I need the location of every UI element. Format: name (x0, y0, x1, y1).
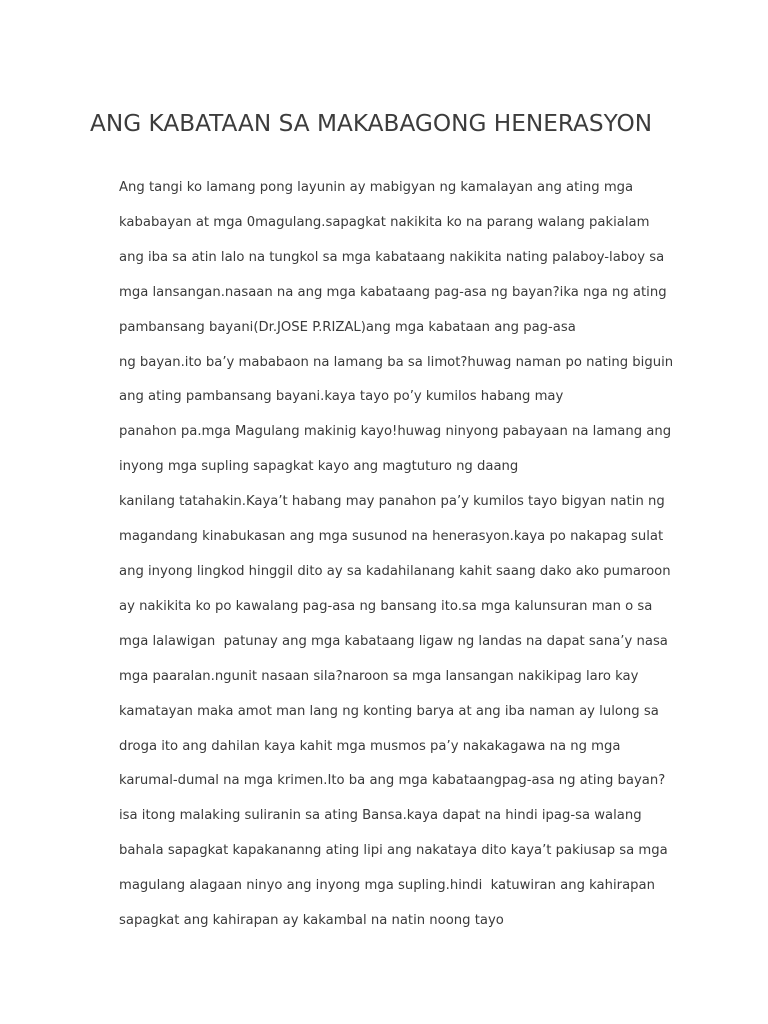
body-line: bahala sapagkat kapakananng ating lipi ang nakataya dito kaya’t pakiusap sa mga (119, 843, 668, 859)
body-line: kababayan at mga 0magulang.sapagkat nakikita ko na parang walang pakialam (119, 214, 650, 230)
body-line: mga paaralan.ngunit nasaan sila?naroon sa mga lansangan nakikipag laro kay (119, 668, 639, 684)
body-line: karumal-dumal na mga krimen.Ito ba ang mga kabataangpag-asa ng ating bayan? (119, 773, 666, 789)
body-line: droga ito ang dahilan kaya kahit mga musmos pa’y nakakagawa na ng mga (119, 738, 621, 754)
body-line: ang inyong lingkod hinggil dito ay sa kadahilanang kahit saang dako ako pumaroon (119, 563, 671, 579)
body-line: panahon pa.mga Magulang makinig kayo!huwag ninyong pabayaan na lamang ang (119, 424, 672, 440)
document-title: ANG KABATAAN SA MAKABAGONG HENERASYON (90, 110, 653, 137)
body-line: magandang kinabukasan ang mga susunod na henerasyon.kaya po nakapag sulat (119, 529, 664, 545)
body-line: pambansang bayani(Dr.JOSE P.RIZAL)ang mga kabataan ang pag-asa (119, 319, 576, 335)
body-line: kanilang tatahakin.Kaya’t habang may panahon pa’y kumilos tayo bigyan natin ng (119, 494, 665, 510)
body-line: sapagkat ang kahirapan ay kakambal na natin noong tayo (119, 913, 504, 929)
body-line: ang iba sa atin lalo na tungkol sa mga kabataang nakikita nating palaboy-laboy sa (119, 249, 665, 265)
body-line: inyong mga supling sapagkat kayo ang magtuturo ng daang (119, 459, 519, 475)
body-line: mga lansangan.nasaan na ang mga kabataang pag-asa ng bayan?ika nga ng ating (119, 284, 667, 300)
body-line: isa itong malaking suliranin sa ating Bansa.kaya dapat na hindi ipag-sa walang (119, 808, 642, 824)
body-line: magulang alagaan ninyo ang inyong mga supling.hindi katuwiran ang kahirapan (119, 878, 655, 894)
body-line: mga lalawigan patunay ang mga kabataang ligaw ng landas na dapat sana’y nasa (119, 633, 668, 649)
body-line: kamatayan maka amot man lang ng konting barya at ang iba naman ay lulong sa (119, 703, 659, 719)
document-body (119, 177, 759, 945)
body-line: Ang tangi ko lamang pong layunin ay mabigyan ng kamalayan ang ating mga (119, 180, 634, 195)
body-line: ang ating pambansang bayani.kaya tayo po’y kumilos habang may (119, 389, 564, 405)
body-line: ng bayan.ito ba’y mababaon na lamang ba sa limot?huwag naman po nating biguin (119, 354, 674, 370)
body-line: ay nakikita ko po kawalang pag-asa ng bansang ito.sa mga kalunsuran man o sa (119, 598, 653, 614)
